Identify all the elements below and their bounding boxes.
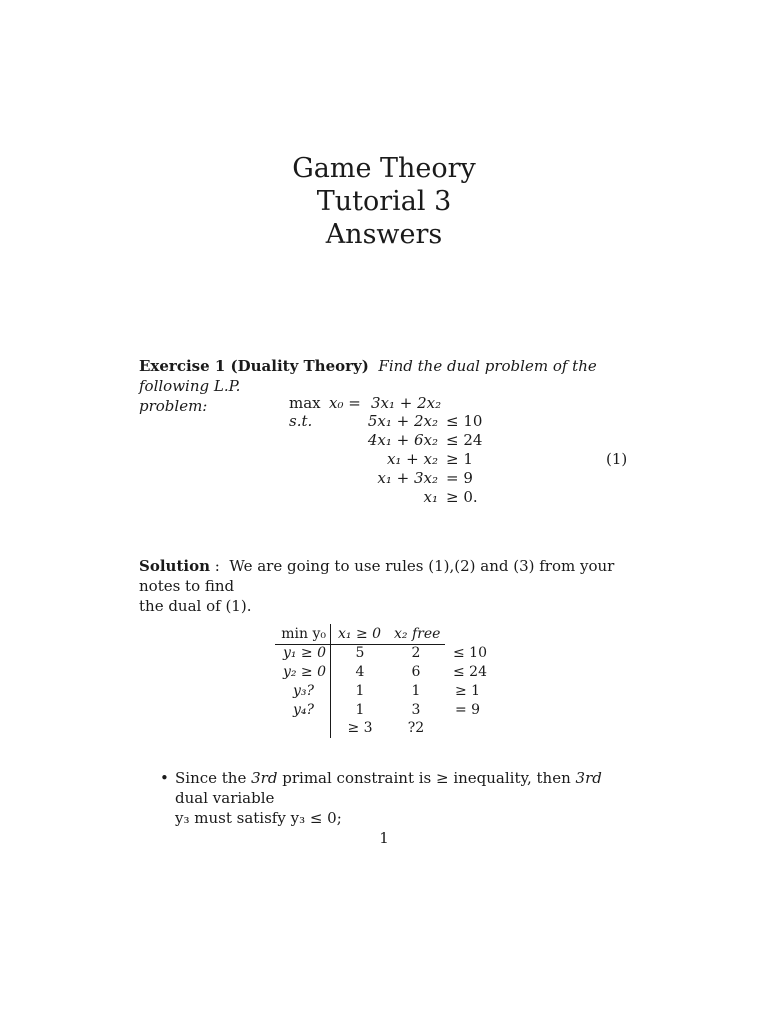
lp-constraint-lhs: x₁ + x₂ xyxy=(386,450,438,468)
solution-label: Solution xyxy=(139,557,210,575)
table-cell: 6 xyxy=(411,664,421,680)
table-header-min: min y₀ xyxy=(281,626,326,642)
bullet-text: primal constraint is ≥ inequality, then xyxy=(282,769,571,787)
bullet-emphasis: 3rd xyxy=(251,769,278,787)
title-line-3: Answers xyxy=(325,219,443,250)
exercise-prompt-line1: Find the dual problem of the following L.P. xyxy=(139,357,597,395)
page-number: 1 xyxy=(379,829,389,847)
lp-constraint-rel: ≥ 0. xyxy=(446,488,478,506)
title-line-1: Game Theory xyxy=(292,153,476,184)
bullet-icon: • xyxy=(160,769,169,787)
table-row-rhs: ≤ 24 xyxy=(453,664,487,680)
solution-text-line2: the dual of (1). xyxy=(139,597,252,615)
table-row-var: y₁ ≥ 0 xyxy=(282,645,326,661)
lp-objective-rhs: 3x₁ + 2x₂ xyxy=(371,394,442,412)
solution-text-line1: We are going to use rules (1),(2) and (3) from your notes to find xyxy=(139,557,615,595)
table-row-rhs: ≥ 1 xyxy=(455,683,481,699)
table-header-rule xyxy=(275,644,445,645)
exercise-label: Exercise 1 (Duality Theory) xyxy=(139,357,369,375)
equation-number: (1) xyxy=(606,450,628,468)
table-vertical-rule xyxy=(330,624,331,738)
title-line-2: Tutorial 3 xyxy=(316,186,452,217)
table-header-x1: x₁ ≥ 0 xyxy=(338,626,382,642)
table-cell: 1 xyxy=(411,683,421,699)
bullet-text: Since the xyxy=(175,769,247,787)
lp-constraint-lhs: x₁ xyxy=(423,488,438,506)
exercise-prompt-line2: problem: xyxy=(139,397,208,415)
table-cell: 5 xyxy=(355,645,365,661)
solution-paragraph xyxy=(139,556,629,616)
table-cell: 1 xyxy=(355,702,365,718)
lp-constraint-lhs: x₁ + 3x₂ xyxy=(377,469,438,487)
solution-colon: : xyxy=(214,557,220,575)
lp-constraint-lhs: 4x₁ + 6x₂ xyxy=(367,431,438,449)
table-cell: 4 xyxy=(355,664,365,680)
lp-objective-lhs: x₀ = xyxy=(329,394,361,412)
lp-max-label: max xyxy=(289,394,321,412)
bullet-item xyxy=(175,768,635,828)
table-row-rhs: ≤ 10 xyxy=(453,645,487,661)
lp-constraint-rel: ≥ 1 xyxy=(446,450,473,468)
table-cell: 2 xyxy=(411,645,421,661)
table-row-var: y₃? xyxy=(292,683,314,699)
table-cell: 1 xyxy=(355,683,365,699)
lp-constraint-rel: ≤ 24 xyxy=(446,431,483,449)
bullet-text: dual variable xyxy=(175,789,275,807)
table-bottom-cell: ≥ 3 xyxy=(347,720,373,736)
table-bottom-cell: ?2 xyxy=(407,720,425,736)
lp-constraint-rel: = 9 xyxy=(446,469,473,487)
table-row-var: y₂ ≥ 0 xyxy=(282,664,326,680)
bullet-emphasis: 3rd xyxy=(575,769,602,787)
lp-constraint-rel: ≤ 10 xyxy=(446,412,483,430)
table-header-x2: x₂ free xyxy=(394,626,441,642)
table-row-var: y₄? xyxy=(292,702,314,718)
bullet-text-line2: y₃ must satisfy y₃ ≤ 0; xyxy=(175,809,342,827)
table-cell: 3 xyxy=(411,702,421,718)
lp-constraint-lhs: 5x₁ + 2x₂ xyxy=(367,412,438,430)
lp-st-label: s.t. xyxy=(289,412,313,430)
table-row-rhs: = 9 xyxy=(455,702,481,718)
